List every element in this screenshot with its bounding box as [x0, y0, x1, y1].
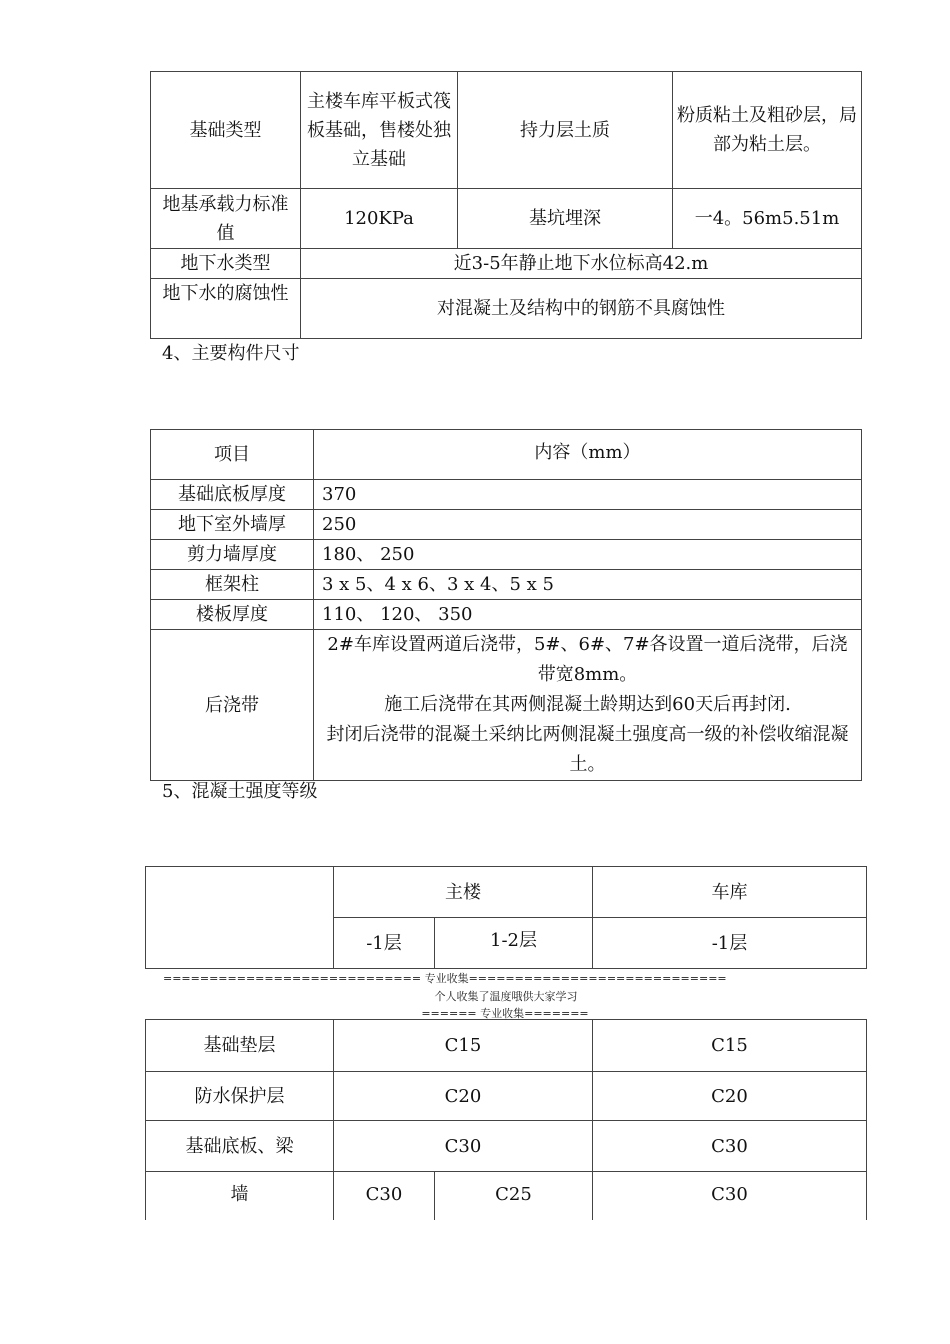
table-row — [151, 72, 862, 189]
row-item: 基础底板厚度 — [151, 480, 314, 510]
section-title-4: 4、主要构件尺寸 — [162, 343, 300, 364]
post-pour-content — [314, 630, 862, 781]
table-row — [146, 867, 867, 918]
footer-line-3: ====== 专业收集======= — [421, 1007, 589, 1020]
post-pour-line1: 2#车库设置两道后浇带，5#、6#、7#各设置一道后浇带，后浇带宽8mm。 — [327, 634, 848, 685]
foundation-type-value: 主楼车库平板式筏板基础，售楼处独立基础 — [301, 72, 458, 189]
table-row — [151, 189, 862, 249]
groundwater-type-label: 地下水类型 — [151, 249, 301, 279]
table-row — [151, 480, 862, 510]
header-item: 项目 — [151, 430, 314, 480]
garage-grade: C15 — [593, 1020, 867, 1072]
wall-label: 墙 — [146, 1172, 334, 1220]
table-row — [151, 510, 862, 540]
table-row — [151, 430, 862, 480]
concrete-grade-table — [145, 1019, 867, 1220]
sub-header-2: 1-2层 — [435, 918, 593, 969]
empty-corner-cell — [146, 867, 334, 969]
table-row — [146, 1020, 867, 1072]
sub-header-1: -1层 — [334, 918, 435, 969]
garage-header: 车库 — [593, 867, 867, 918]
wall-grade-2: C25 — [435, 1172, 593, 1220]
groundwater-corrosion-label: 地下水的腐蚀性 — [151, 279, 301, 339]
table-row — [151, 540, 862, 570]
table-row — [146, 1072, 867, 1121]
main-building-header: 主楼 — [334, 867, 593, 918]
sub-header-3: -1层 — [593, 918, 867, 969]
row-content: 110、 120、 350 — [314, 600, 862, 630]
row-item: 楼板厚度 — [151, 600, 314, 630]
post-pour-line2: 施工后浇带在其两侧混凝土龄期达到60天后再封闭. — [384, 694, 791, 715]
table-row — [146, 1121, 867, 1172]
row-content: 3 x 5、4 x 6、3 x 4、5 x 5 — [314, 570, 862, 600]
table-row — [151, 249, 862, 279]
row-item: 框架柱 — [151, 570, 314, 600]
bearing-capacity-value: 120KPa — [301, 189, 458, 249]
bearing-soil-label: 持力层土质 — [458, 72, 673, 189]
row-content: 180、 250 — [314, 540, 862, 570]
table-row — [151, 600, 862, 630]
row-item: 基础垫层 — [146, 1020, 334, 1072]
foundation-table — [150, 71, 862, 339]
row-item: 基础底板、梁 — [146, 1121, 334, 1172]
groundwater-type-value: 近3-5年静止地下水位标高42.m — [301, 249, 862, 279]
table-row — [151, 630, 862, 781]
table-row — [151, 279, 862, 339]
bearing-capacity-label: 地基承载力标准值 — [151, 189, 301, 249]
bearing-soil-value: 粉质粘土及粗砂层，局部为粘土层。 — [673, 72, 862, 189]
row-content: 250 — [314, 510, 862, 540]
header-content: 内容（mm） — [314, 430, 862, 480]
main-grade: C15 — [334, 1020, 593, 1072]
row-item: 剪力墙厚度 — [151, 540, 314, 570]
post-pour-line3: 封闭后浇带的混凝土采纳比两侧混凝土强度高一级的补偿收缩混凝土。 — [326, 724, 849, 775]
main-grade: C20 — [334, 1072, 593, 1121]
groundwater-corrosion-value: 对混凝土及结构中的钢筋不具腐蚀性 — [301, 279, 862, 339]
table-row — [146, 1172, 867, 1220]
pit-depth-value: 一4。56m5.51m — [673, 189, 862, 249]
wall-grade-garage: C30 — [593, 1172, 867, 1220]
pit-depth-label: 基坑埋深 — [458, 189, 673, 249]
row-item: 地下室外墙厚 — [151, 510, 314, 540]
component-size-table — [150, 429, 862, 781]
table-row — [151, 570, 862, 600]
row-item: 防水保护层 — [146, 1072, 334, 1121]
post-pour-label: 后浇带 — [151, 630, 314, 781]
footer-line-2: 个人收集了温度哦供大家学习 — [434, 990, 578, 1003]
row-content: 370 — [314, 480, 862, 510]
footer-line-1: ============================ 专业收集============================ — [163, 972, 727, 985]
concrete-grade-header-table — [145, 866, 867, 969]
garage-grade: C20 — [593, 1072, 867, 1121]
foundation-type-label: 基础类型 — [151, 72, 301, 189]
garage-grade: C30 — [593, 1121, 867, 1172]
wall-grade-1: C30 — [334, 1172, 435, 1220]
section-title-5: 5、混凝土强度等级 — [162, 781, 318, 802]
main-grade: C30 — [334, 1121, 593, 1172]
